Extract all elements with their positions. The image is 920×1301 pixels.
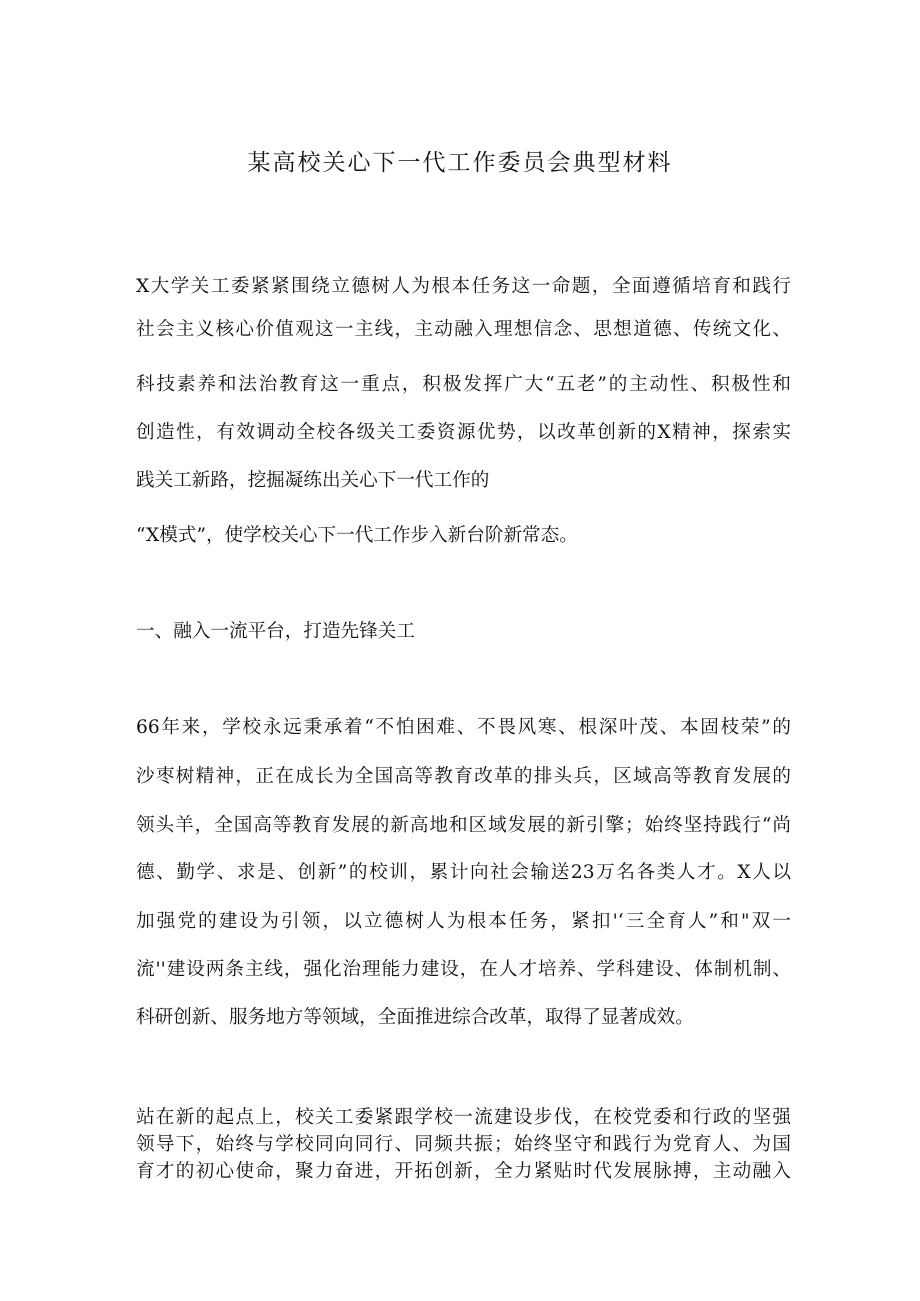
body-line: 科研创新、服务地方等领域，全面推进综合改革，取得了显著成效。 xyxy=(136,1007,694,1028)
body-line: 66年来，学校永远秉承着“不怕困难、不畏风寒、根深叶茂、本固枝荣”的 xyxy=(136,717,791,738)
intro-line: “X模式”，使学校关心下一代工作步入新台阶新常态。 xyxy=(136,525,578,546)
body-line: 站在新的起点上，校关工委紧跟学校一流建设步伐，在校党委和行政的坚强 xyxy=(136,1107,791,1128)
body-line: 育才的初心使命，聚力奋进，开拓创新，全力紧贴时代发展脉搏，主动融入 xyxy=(136,1161,791,1182)
body-line: 领头羊，全国高等教育发展的新高地和区域发展的新引擎；始终坚持践行“尚 xyxy=(136,815,791,836)
body-line: 领导下，始终与学校同向同行、同频共振；始终坚守和践行为党育人、为国 xyxy=(136,1134,791,1155)
body-line: 加强党的建设为引领，以立德树人为根本任务，紧扣'‘三全育人”和"双一 xyxy=(136,911,791,932)
body-line: 沙枣树精神，正在成长为全国高等教育改革的排头兵，区域高等教育发展的 xyxy=(136,766,791,787)
intro-line: 社会主义核心价值观这一主线，主动融入理想信念、思想道德、传统文化、 xyxy=(136,319,791,340)
body-line: 德、勤学、求是、创新”的校训，累计向社会输送23万名各类人才。X人以 xyxy=(136,862,791,883)
intro-line: 践关工新路，挖掘凝练出关心下一代工作的 xyxy=(136,470,490,491)
body-line: 流''建设两条主线，强化治理能力建设，在人才培养、学科建设、体制机制、 xyxy=(136,959,791,980)
document-title: 某高校关心下一代工作委员会典型材料 xyxy=(247,150,673,176)
intro-line: X大学关工委紧紧围绕立德树人为根本任务这一命题，全面遵循培育和践行 xyxy=(136,276,791,297)
intro-line: 创造性，有效调动全校各级关工委资源优势，以改革创新的X精神，探索实 xyxy=(136,422,791,443)
section-heading: 一、融入一流平台，打造先锋关工 xyxy=(136,621,415,642)
intro-line: 科技素养和法治教育这一重点，积极发挥广大“五老”的主动性、积极性和 xyxy=(136,374,791,395)
